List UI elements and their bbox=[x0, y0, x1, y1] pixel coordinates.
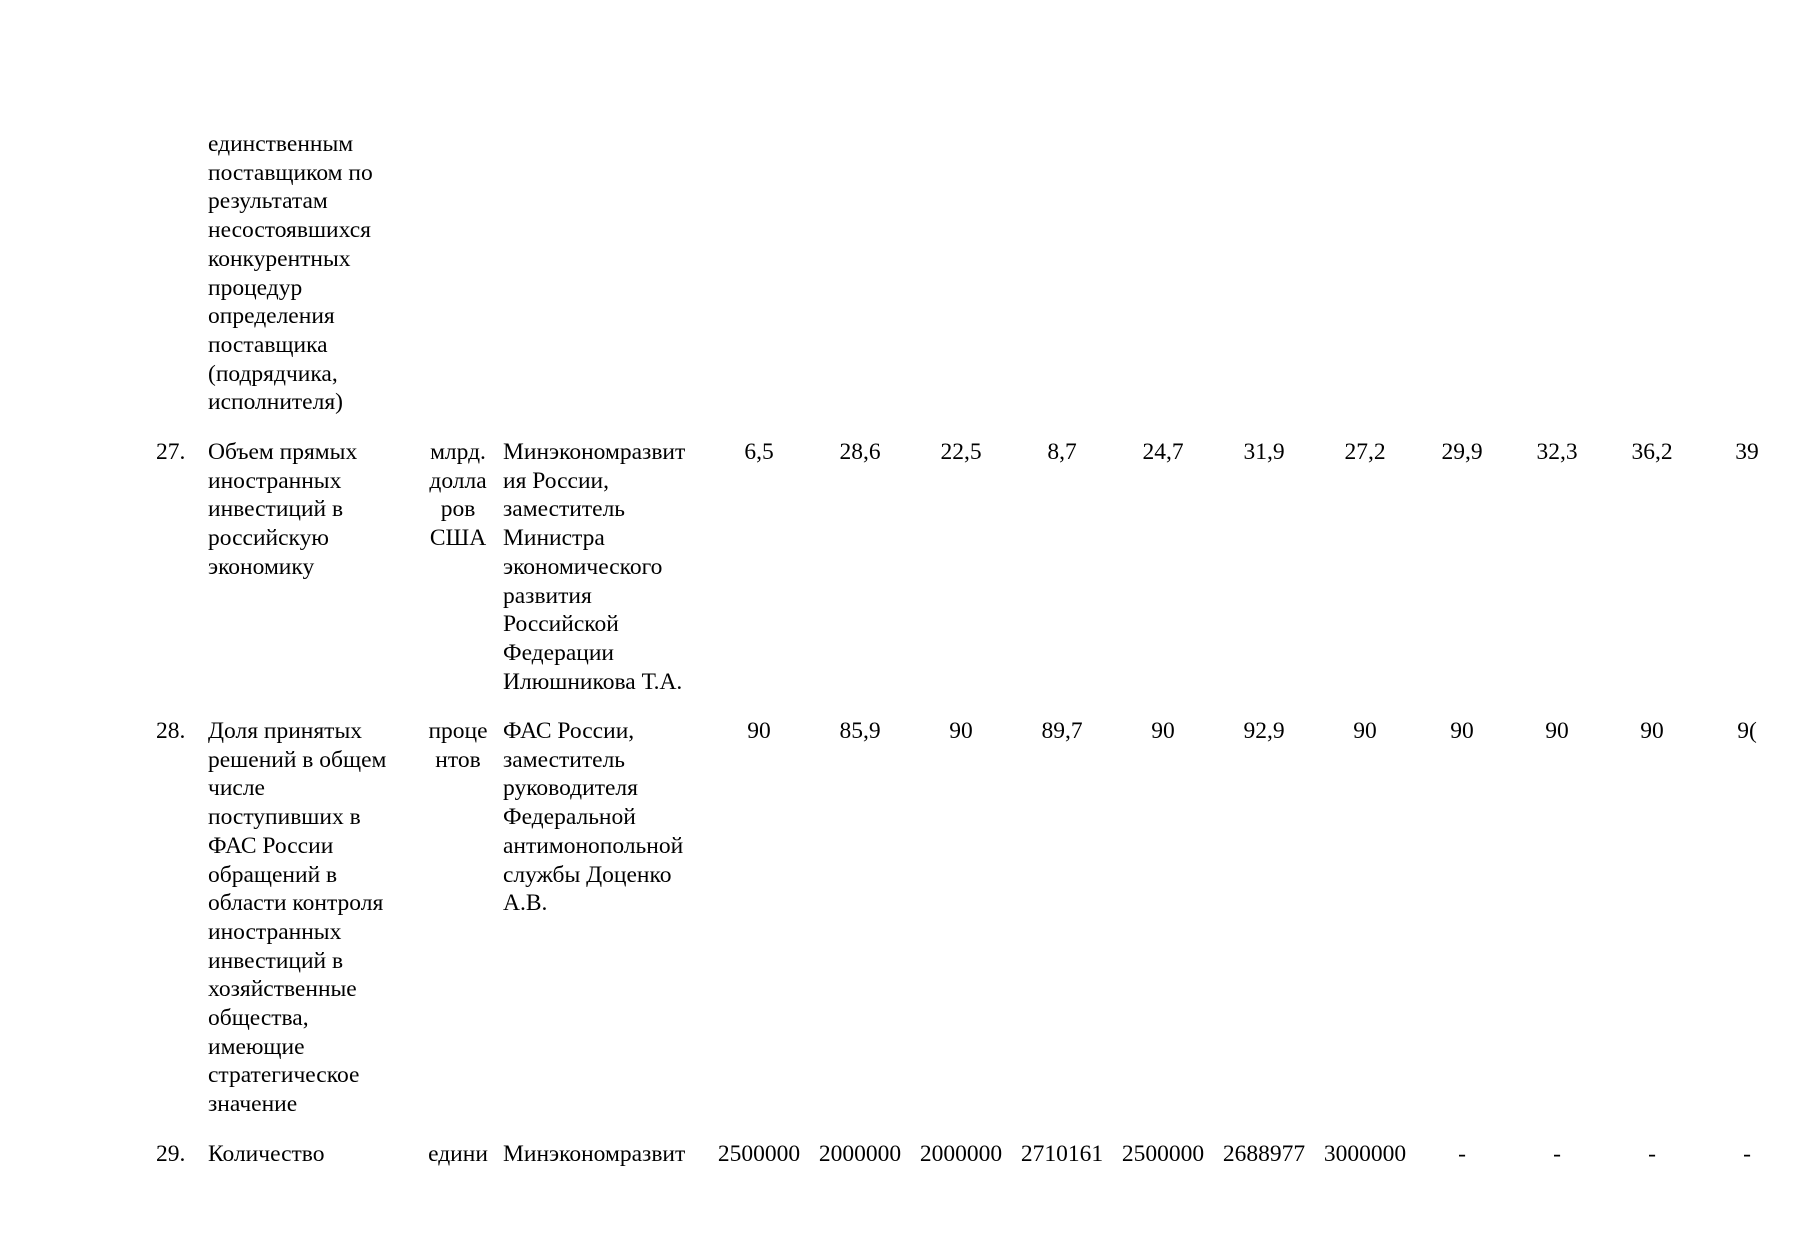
unit-line: млрд. bbox=[430, 439, 486, 465]
value-cell: 39 bbox=[1735, 439, 1759, 465]
responsible-line: А.В. bbox=[503, 890, 548, 917]
value-cell: - bbox=[1458, 1141, 1466, 1167]
value-cell: 8,7 bbox=[1047, 439, 1077, 465]
value-cell: 2710161 bbox=[1020, 1141, 1104, 1167]
value-cell: 2000000 bbox=[919, 1141, 1003, 1167]
name-line: общества, bbox=[208, 1005, 309, 1032]
value-cell: 89,7 bbox=[1041, 718, 1083, 744]
unit-line: едини bbox=[428, 1141, 488, 1167]
name-line: единственным bbox=[208, 131, 354, 157]
value-cell: 2500000 bbox=[1121, 1141, 1205, 1167]
indicator-name bbox=[208, 130, 408, 417]
row-number: 27. bbox=[156, 439, 186, 465]
responsible-line: заместитель bbox=[503, 746, 626, 773]
name-line: исполнителя) bbox=[208, 389, 343, 416]
value-cell: 36,2 bbox=[1631, 439, 1673, 465]
name-line: Количество bbox=[208, 1141, 325, 1167]
value-cell: 24,7 bbox=[1142, 439, 1184, 465]
responsible-line: экономического bbox=[503, 553, 663, 580]
indicator-name bbox=[208, 1140, 408, 1169]
value-cell: 27,2 bbox=[1344, 439, 1386, 465]
unit-of-measure bbox=[422, 1140, 494, 1169]
value-cell: 29,9 bbox=[1441, 439, 1483, 465]
name-line: российскую bbox=[208, 525, 329, 552]
name-line: несостоявшихся bbox=[208, 217, 371, 244]
responsible-line: Российской bbox=[503, 611, 619, 638]
name-line: процедур bbox=[208, 274, 303, 301]
name-line: стратегическое bbox=[208, 1062, 360, 1089]
value-cell: 90 bbox=[1353, 718, 1377, 744]
name-line: экономику bbox=[208, 553, 315, 580]
value-cell: 31,9 bbox=[1243, 439, 1285, 465]
value-cell: - bbox=[1743, 1141, 1751, 1167]
responsible-line: ФАС России, bbox=[503, 718, 635, 744]
responsible-line: развития bbox=[503, 582, 592, 609]
responsible-line: Илюшникова Т.А. bbox=[503, 668, 683, 695]
value-cell: 85,9 bbox=[839, 718, 881, 744]
name-line: (подрядчика, bbox=[208, 360, 338, 387]
name-line: конкурентных bbox=[208, 245, 351, 272]
value-cell: 90 bbox=[747, 718, 771, 744]
unit-line: США bbox=[429, 525, 487, 552]
name-line: поступивших в bbox=[208, 804, 361, 831]
responsible-line: службы Доценко bbox=[503, 861, 672, 888]
name-line: решений в общем bbox=[208, 746, 387, 773]
name-line: области контроля bbox=[208, 890, 384, 917]
name-line: Объем прямых bbox=[208, 439, 358, 465]
value-cell: 90 bbox=[949, 718, 973, 744]
value-cell: 2000000 bbox=[818, 1141, 902, 1167]
indicator-name bbox=[208, 438, 408, 582]
responsible-line: антимонопольной bbox=[503, 832, 684, 859]
value-cell: 6,5 bbox=[744, 439, 774, 465]
responsible-line: Минэкономразвит bbox=[503, 439, 686, 465]
responsible-line: Федеральной bbox=[503, 804, 636, 831]
name-line: поставщиком по bbox=[208, 159, 373, 186]
unit-of-measure bbox=[422, 438, 494, 553]
value-cell: 9( bbox=[1737, 718, 1757, 744]
responsible-party bbox=[503, 438, 713, 696]
responsible-party bbox=[503, 717, 713, 918]
name-line: иностранных bbox=[208, 467, 342, 494]
responsible-line: Федерации bbox=[503, 639, 614, 666]
unit-line: долла bbox=[429, 467, 487, 494]
name-line: Доля принятых bbox=[208, 718, 362, 744]
value-cell: - bbox=[1648, 1141, 1656, 1167]
value-cell: 22,5 bbox=[940, 439, 982, 465]
name-line: имеющие bbox=[208, 1033, 305, 1060]
unit-line: проце bbox=[428, 718, 488, 744]
name-line: инвестиций в bbox=[208, 947, 344, 974]
name-line: значение bbox=[208, 1091, 298, 1118]
name-line: инвестиций в bbox=[208, 496, 344, 523]
responsible-line: ия России, bbox=[503, 467, 609, 494]
row-number: 29. bbox=[156, 1141, 186, 1167]
value-cell: - bbox=[1553, 1141, 1561, 1167]
name-line: поставщика bbox=[208, 331, 328, 358]
value-cell: 32,3 bbox=[1536, 439, 1578, 465]
responsible-line: Министра bbox=[503, 525, 605, 552]
name-line: результатам bbox=[208, 188, 328, 215]
indicator-name bbox=[208, 717, 408, 1119]
name-line: определения bbox=[208, 303, 335, 330]
value-cell: 90 bbox=[1450, 718, 1474, 744]
unit-line: нтов bbox=[435, 746, 481, 773]
value-cell: 90 bbox=[1151, 718, 1175, 744]
name-line: ФАС России bbox=[208, 832, 334, 859]
value-cell: 3000000 bbox=[1323, 1141, 1407, 1167]
responsible-line: Минэкономразвит bbox=[503, 1141, 686, 1167]
value-cell: 2500000 bbox=[717, 1141, 801, 1167]
unit-of-measure bbox=[422, 717, 494, 774]
value-cell: 92,9 bbox=[1243, 718, 1285, 744]
name-line: иностранных bbox=[208, 918, 342, 945]
responsible-line: руководителя bbox=[503, 775, 638, 802]
value-cell: 28,6 bbox=[839, 439, 881, 465]
value-cell: 2688977 bbox=[1222, 1141, 1306, 1167]
unit-line: ров bbox=[440, 496, 476, 523]
name-line: числе bbox=[208, 775, 265, 802]
value-cell: 90 bbox=[1545, 718, 1569, 744]
row-number: 28. bbox=[156, 718, 186, 744]
value-cell: 90 bbox=[1640, 718, 1664, 744]
name-line: хозяйственные bbox=[208, 976, 357, 1003]
responsible-line: заместитель bbox=[503, 496, 626, 523]
name-line: обращений в bbox=[208, 861, 338, 888]
responsible-party bbox=[503, 1140, 713, 1169]
